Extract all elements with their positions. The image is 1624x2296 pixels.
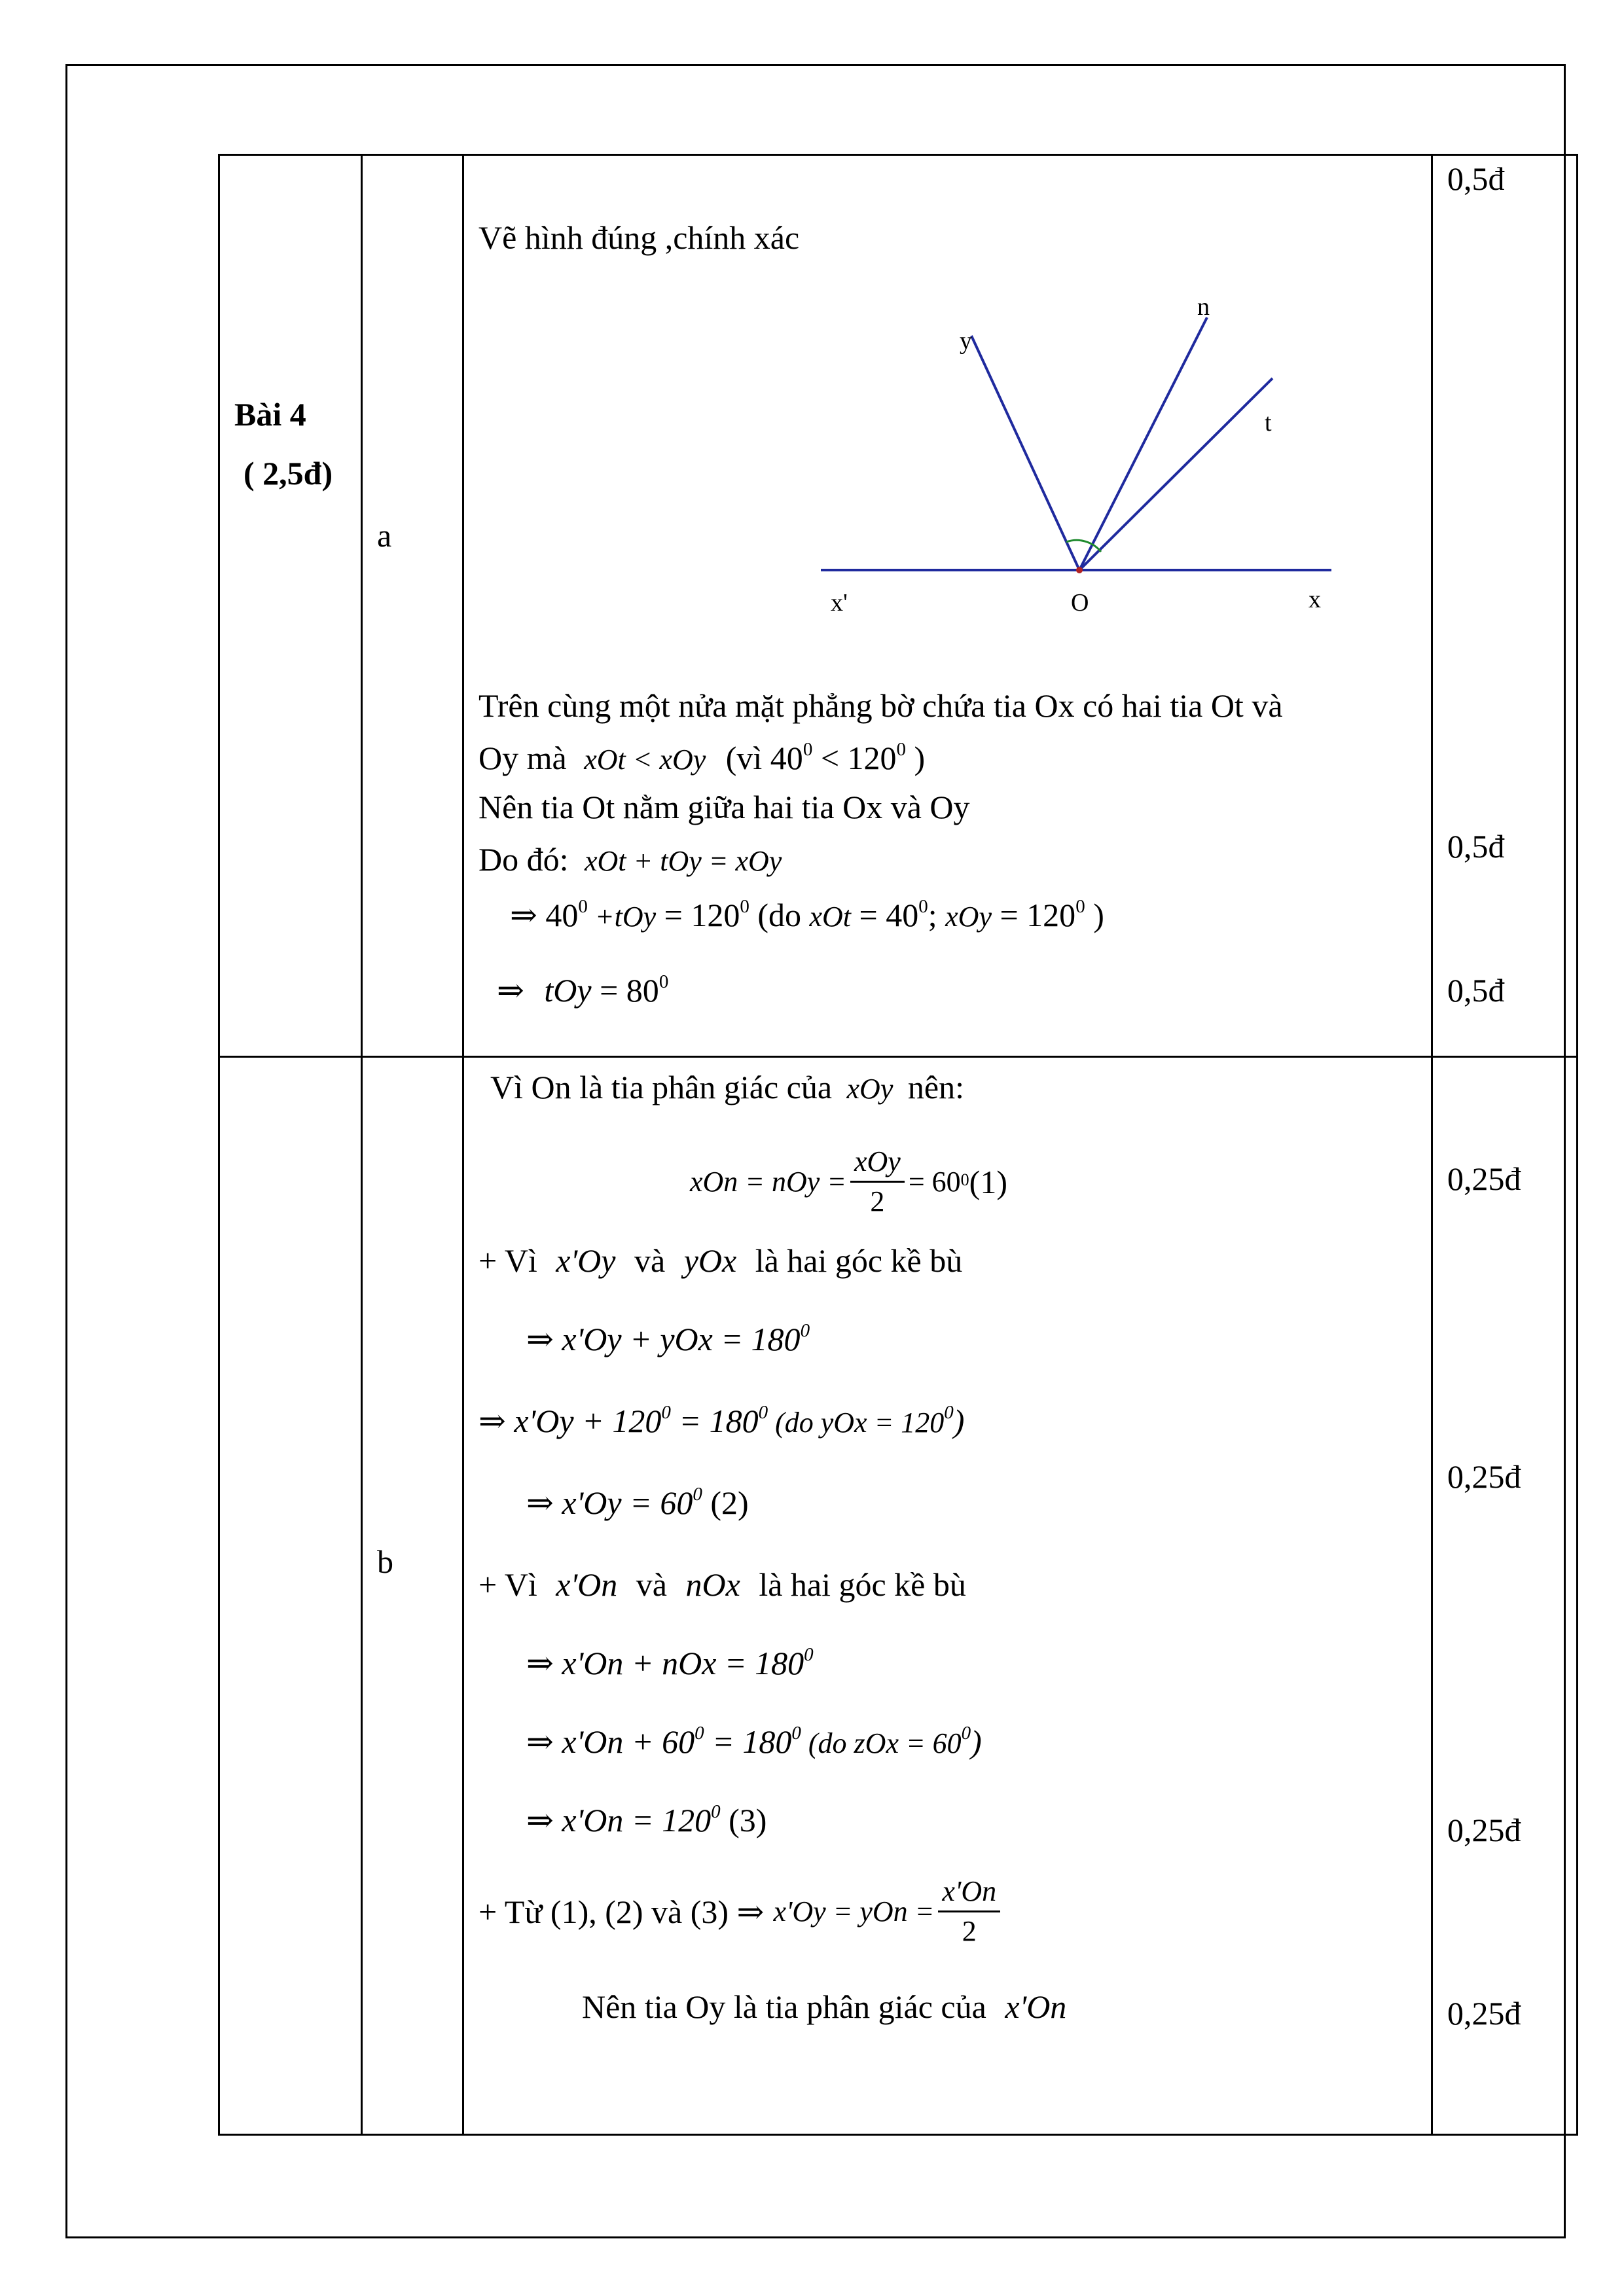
answer-table — [218, 154, 1578, 2136]
proof-b-line-1: Vì On là tia phân giác của xOy nên: — [490, 1069, 964, 1105]
part-a-cell — [362, 155, 463, 1057]
part-a-scores — [1432, 155, 1578, 1057]
score-b-1: 0,25đ — [1447, 1160, 1521, 1197]
proof-line-4: Do đó: xOt + tOy = xOy — [478, 841, 782, 878]
score-b-4: 0,25đ — [1447, 1995, 1521, 2032]
proof-line-6: ⇒ tOy = $80^0$ — [497, 971, 669, 1009]
part-a-label: a — [377, 517, 392, 554]
score-b-2: 0,25đ — [1447, 1458, 1521, 1495]
proof-b-line-8: ⇒ x'On + nOx = $180^0$ — [526, 1644, 814, 1681]
proof-line-5: ⇒ $40^0 +tOy = 120^0$ (do xOt = $40^0$; xOy = $120^0$ ) — [510, 896, 1104, 933]
score-a-1: 0,5đ — [1447, 160, 1505, 197]
proof-line-3: Nên tia Ot nằm giữa hai tia Ox và Oy — [478, 789, 970, 825]
proof-b-line-10: ⇒ $x'On = 120^0$ (3) — [526, 1801, 767, 1839]
draw-instruction: Vẽ hình đúng ,chính xác — [478, 219, 800, 256]
table-row-part-b — [219, 1057, 1578, 2135]
task-title: Bài 4 — [234, 396, 306, 433]
proof-b-line-9: ⇒ $x'On + 60^0 = 180^0$ (do zOx = $60^0$) — [526, 1723, 982, 1760]
part-b-cell — [362, 1057, 463, 2135]
part-b-scores — [1432, 1057, 1578, 2135]
ray-on — [1079, 317, 1207, 570]
proof-b-line-11: + Từ (1), (2) và (3) ⇒ x'Oy = yOn = $\frac{x'On}{2}$ — [478, 1873, 1004, 1950]
label-x-prime: x' — [831, 589, 848, 617]
proof-b-line-6: ⇒ $x'Oy = 60^0$ (2) — [526, 1484, 749, 1521]
ray-oy — [971, 336, 1079, 570]
part-b-content — [463, 1057, 1432, 2135]
label-o: O — [1071, 589, 1089, 617]
proof-b-line-7: + Vì x'On và nOx là hai góc kề bù — [478, 1566, 966, 1603]
proof-b-line-4: ⇒ x'Oy + yOx = $180^0$ — [526, 1320, 810, 1357]
label-t: t — [1265, 409, 1272, 437]
proof-b-line-2: xOn = nOy = $\frac{\text{xOy}}{2}$ = 60 $^0$ (1) — [690, 1143, 1007, 1221]
label-x: x — [1308, 586, 1321, 613]
score-a-3: 0,5đ — [1447, 972, 1505, 1009]
proof-b-line-5: ⇒ $x'Oy + 120^0 = 180^0$ (do yOx = $120^0$) — [478, 1402, 965, 1439]
proof-b-line-12: Nên tia Oy là tia phân giác của x'On — [582, 1988, 1067, 2025]
score-b-3: 0,25đ — [1447, 1812, 1521, 1848]
table-row-part-a — [219, 155, 1578, 1057]
score-a-2: 0,5đ — [1447, 828, 1505, 865]
ray-ot — [1079, 378, 1272, 570]
task-cell — [219, 155, 362, 1057]
label-y: y — [960, 327, 972, 355]
part-a-content — [463, 155, 1432, 1057]
proof-line-1: Trên cùng một nửa mặt phẳng bờ chứa tia Ox có hai tia Ot và — [478, 687, 1283, 724]
part-b-label: b — [377, 1543, 393, 1580]
label-n: n — [1197, 293, 1210, 321]
angle-figure — [821, 247, 1344, 617]
proof-b-line-3: + Vì x'Oy và yOx là hai góc kề bù — [478, 1242, 963, 1279]
proof-line-2: Oy mà xOt < xOy (vì $40^0 < 120^0$ ) — [478, 739, 926, 776]
point-o — [1076, 567, 1083, 573]
task-cell-empty — [219, 1057, 362, 2135]
task-points: ( 2,5đ) — [244, 455, 333, 492]
